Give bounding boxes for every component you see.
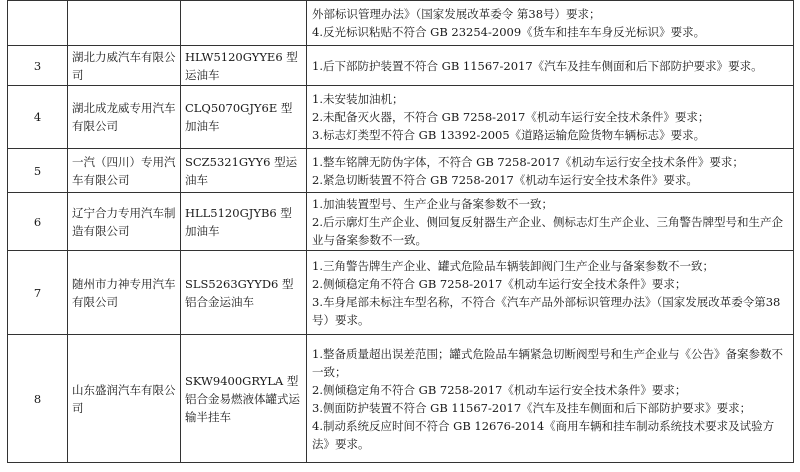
model-cell: SLS5263GYYD6 型铝合金运油车 (181, 251, 307, 335)
table-row (8, 46, 794, 86)
row-number-cell: 6 (8, 193, 68, 251)
recall-table-page (7, 0, 793, 468)
issues-cell (307, 251, 794, 335)
company-cell: 一汽（四川）专用汽车有限公司 (68, 149, 181, 193)
row-number-cell: 5 (8, 149, 68, 193)
company-cell: 湖北力威汽车有限公司 (68, 46, 181, 86)
issues-cell (307, 46, 794, 86)
row-number-cell: 4 (8, 86, 68, 149)
issue-line: 1.整车铭牌无防伪字体，不符合 GB 7258-2017《机动车运行安全技术条件》要求； (312, 154, 744, 169)
table-row (8, 86, 794, 149)
issue-line: 4.制动系统反应时间不符合 GB 12676-2014《商用车辆和挂车制动系统技术要求及试验方法》要求。 (312, 418, 775, 451)
issues-cell (307, 86, 794, 149)
table-row (8, 193, 794, 251)
issue-line: 3.车身尾部未标注车型名称，不符合《汽车产品外部标识管理办法》（国家发展改革委令第38号）要求。 (312, 294, 781, 327)
issues-cell (307, 1, 794, 46)
issue-line: 1.未安装加油机； (312, 92, 404, 106)
issue-line: 2.未配备灭火器，不符合 GB 7258-2017《机动车运行安全技术条件》要求； (312, 110, 710, 124)
model-cell: HLL5120GJYB6 型加油车 (181, 193, 307, 251)
issue-line: 3.侧面防护装置不符合 GB 11567-2017《汽车及挂车侧面和后下部防护要求》要求； (312, 400, 752, 415)
issue-line: 1.三角警告牌生产企业、罐式危险品车辆装卸阀门生产企业与备案参数不一致； (312, 258, 714, 273)
table-row (8, 149, 794, 193)
issues-cell (307, 193, 794, 251)
company-cell (68, 1, 181, 46)
company-cell: 山东盛润汽车有限公司 (68, 335, 181, 463)
issue-line: 1.加油装置型号、生产企业与备案参数不一致； (312, 196, 553, 211)
company-cell: 湖北成龙威专用汽车有限公司 (68, 86, 181, 149)
company-cell: 辽宁合力专用汽车制造有限公司 (68, 193, 181, 251)
model-cell: CLQ5070GJY6E 型加油车 (181, 86, 307, 149)
issue-line: 1.后下部防护装置不符合 GB 11567-2017《汽车及挂车侧面和后下部防护要求》要求。 (312, 58, 763, 73)
table-row (8, 251, 794, 335)
row-number-cell: 8 (8, 335, 68, 463)
issues-cell (307, 149, 794, 193)
table-row (8, 335, 794, 463)
issues-cell (307, 335, 794, 463)
model-cell: HLW5120GYYE6 型运油车 (181, 46, 307, 86)
issue-line: 2.侧倾稳定角不符合 GB 7258-2017《机动车运行安全技术条件》要求； (312, 276, 687, 291)
issue-line: 2.后示廓灯生产企业、侧回复反射器生产企业、侧标志灯生产企业、三角警告牌型号和生产企业与备案参数不一致。 (312, 214, 783, 247)
issue-line: 2.侧倾稳定角不符合 GB 7258-2017《机动车运行安全技术条件》要求； (312, 382, 687, 397)
issue-line: 2.紧急切断装置不符合 GB 7258-2017《机动车运行安全技术条件》要求。 (312, 172, 698, 187)
issue-line: 外部标识管理办法》（国家发展改革委令 第38号）要求； (312, 7, 601, 21)
company-cell: 随州市力神专用汽车有限公司 (68, 251, 181, 335)
row-number-cell: 3 (8, 46, 68, 86)
table-row (8, 1, 794, 46)
defect-table (7, 0, 794, 463)
model-cell: SKW9400GRYLA 型铝合金易燃液体罐式运输半挂车 (181, 335, 307, 463)
issue-line: 4.反光标识粘贴不符合 GB 23254-2009《货车和挂车车身反光标识》要求。 (312, 25, 706, 39)
row-number-cell: 7 (8, 251, 68, 335)
model-cell: SCZ5321GYY6 型运油车 (181, 149, 307, 193)
model-cell (181, 1, 307, 46)
issue-line: 1.整备质量超出误差范围；罐式危险品车辆紧急切断阀型号和生产企业与《公告》备案参数不一致； (312, 346, 783, 379)
row-number-cell (8, 1, 68, 46)
issue-line: 3.标志灯类型不符合 GB 13392-2005《道路运输危险货物车辆标志》要求。 (312, 128, 706, 142)
